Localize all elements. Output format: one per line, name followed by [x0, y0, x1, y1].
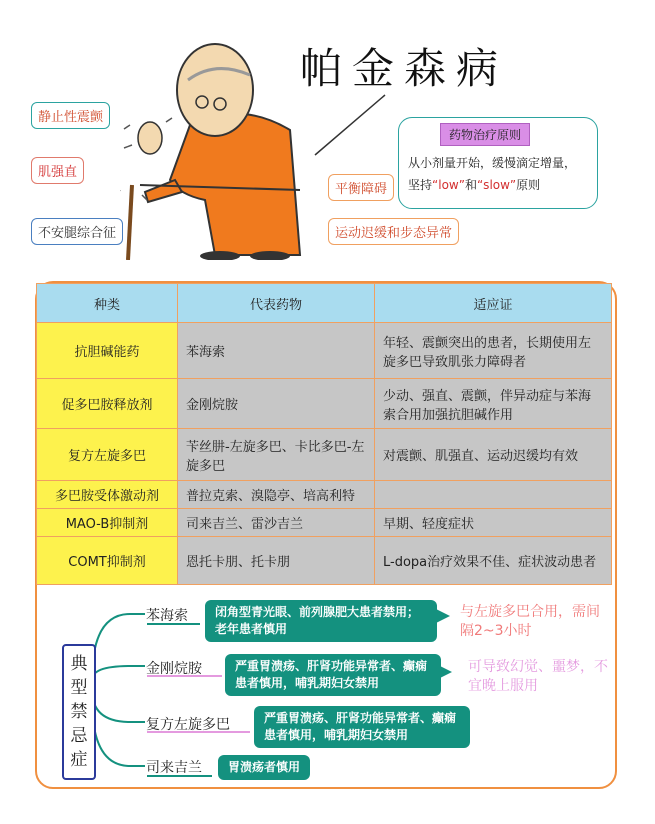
category-cell: 复方左旋多巴	[37, 429, 178, 481]
category-cell: 抗胆碱能药	[37, 323, 178, 379]
header-drugs: 代表药物	[178, 284, 375, 323]
symptom-balance: 平衡障碍	[328, 174, 394, 201]
principle-line-1: 从小剂量开始，缓慢滴定增量，	[408, 156, 577, 170]
drugs-cell: 司来吉兰、雷沙吉兰	[178, 509, 375, 537]
drugs-cell: 普拉克索、溴隐亭、培高利特	[178, 481, 375, 509]
header-indication: 适应证	[375, 284, 612, 323]
branch-label: 苯海索	[146, 608, 188, 624]
indication-cell: L-dopa治疗效果不佳、症状波动患者	[375, 537, 612, 585]
drugs-cell: 恩托卡朋、托卡朋	[178, 537, 375, 585]
symptom-bradykinesia: 运动迟缓和步态异常	[328, 218, 459, 245]
indication-cell: 少动、强直、震颤，伴异动症与苯海索合用加强抗胆碱作用	[375, 379, 612, 429]
contraindication-note: 闭角型青光眼、前列腺肥大患者禁用；老年患者慎用	[205, 600, 437, 642]
page-title: 帕金森病	[300, 44, 509, 93]
indication-cell: 年轻、震颤突出的患者，长期使用左旋多巴导致肌张力障碍者	[375, 323, 612, 379]
symptom-rigidity: 肌强直	[31, 157, 84, 184]
drugs-cell: 金刚烷胺	[178, 379, 375, 429]
category-cell: COMT抑制剂	[37, 537, 178, 585]
principle-line-2: 坚持“low”和“slow”原则	[408, 178, 541, 192]
indication-cell: 对震颤、肌强直、运动迟缓均有效	[375, 429, 612, 481]
branch-label: 司来吉兰	[146, 760, 202, 776]
header-category: 种类	[37, 284, 178, 323]
contraindication-note: 胃溃疡者慎用	[218, 755, 310, 780]
symptom-resting-tremor: 静止性震颤	[31, 102, 110, 129]
effect-note: 可导致幻觉、噩梦，不宜晚上服用	[468, 659, 608, 694]
symptom-restless-legs: 不安腿综合征	[31, 218, 123, 245]
category-cell: 多巴胺受体激动剂	[37, 481, 178, 509]
category-cell: 促多巴胺释放剂	[37, 379, 178, 429]
effect-note: 与左旋多巴合用，需间隔2~3小时	[460, 604, 600, 639]
treatment-principle-title: 药物治疗原则	[440, 123, 530, 146]
slow-term: “slow”	[476, 178, 517, 192]
branch-label: 金刚烷胺	[146, 661, 202, 677]
drugs-cell: 苯海索	[178, 323, 375, 379]
low-term: “low”	[432, 178, 465, 192]
contraindication-note: 严重胃溃疡、肝肾功能异常者、癫痫患者慎用，哺乳期妇女禁用	[225, 654, 441, 696]
contraindication-root: 典型禁忌症	[62, 644, 96, 780]
drugs-cell: 苄丝肼-左旋多巴、卡比多巴-左旋多巴	[178, 429, 375, 481]
contraindication-note: 严重胃溃疡、肝肾功能异常者、癫痫患者慎用，哺乳期妇女禁用	[254, 706, 470, 748]
indication-cell: 早期、轻度症状	[375, 509, 612, 537]
branch-label: 复方左旋多巴	[146, 717, 230, 733]
category-cell: MAO-B抑制剂	[37, 509, 178, 537]
